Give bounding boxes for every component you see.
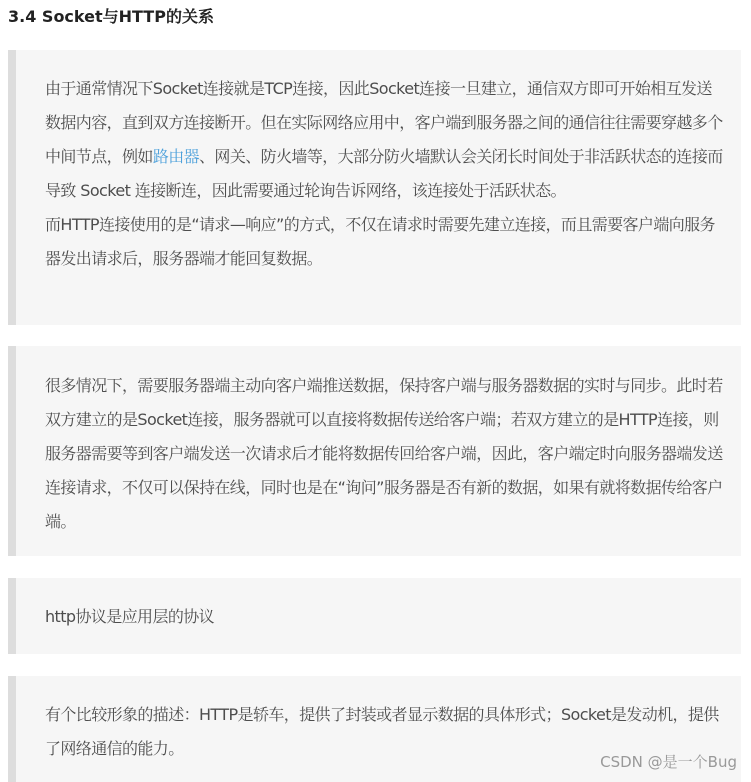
paragraph-socket-connection [45, 72, 723, 208]
router-link[interactable]: 路由器 [152, 147, 200, 166]
section-title: 3.4 Socket与HTTP的关系 [8, 7, 214, 26]
paragraph-analogy: 有个比较形象的描述：HTTP是轿车，提供了封装或者显示数据的具体形式；Socket是发动机，提供了网络通信的能力。 [45, 705, 719, 758]
paragraph-server-push: 很多情况下，需要服务器端主动向客户端推送数据，保持客户端与服务器数据的实时与同步。此时若双方建立的是Socket连接，服务器就可以直接将数据传送给客户端；若双方建立的是HTTP连接，则服务器需要等到客户端发送一次请求后才能将数据传回给客户端，因此，客户端定时向服务器端发送连接请求，不仅可以保持在线，同时也是在“询问”服务器是否有新的数据，如果有就将数据传给客户端。 [45, 376, 723, 531]
paragraph-http-layer: http协议是应用层的协议 [45, 607, 215, 626]
paragraph-text: 、网关、防火墙等，大部分防火墙默认会关闭长时间处于非活跃状态的连接而导致 Socket 连接断连，因此需要通过轮询告诉网络，该连接处于活跃状态。 [45, 147, 723, 200]
blockquote-server-push [8, 346, 741, 556]
blockquote-socket-tcp [8, 50, 741, 325]
paragraph-text: 由于通常情况下Socket连接就是TCP连接，因此Socket连接一旦建立，通信双方即可开始相互发送数据内容，直到双方连接断开。但在实际网络应用中，客户端到服务器之间的通信往往需要穿越多个中间节点，例如 [45, 79, 723, 166]
paragraph-http-request-response: 而HTTP连接使用的是“请求—响应”的方式，不仅在请求时需要先建立连接，而且需要客户端向服务器发出请求后，服务器端才能回复数据。 [45, 215, 715, 268]
csdn-watermark: CSDN @是一个Bug [600, 753, 737, 771]
blockquote-http-layer [8, 578, 741, 654]
